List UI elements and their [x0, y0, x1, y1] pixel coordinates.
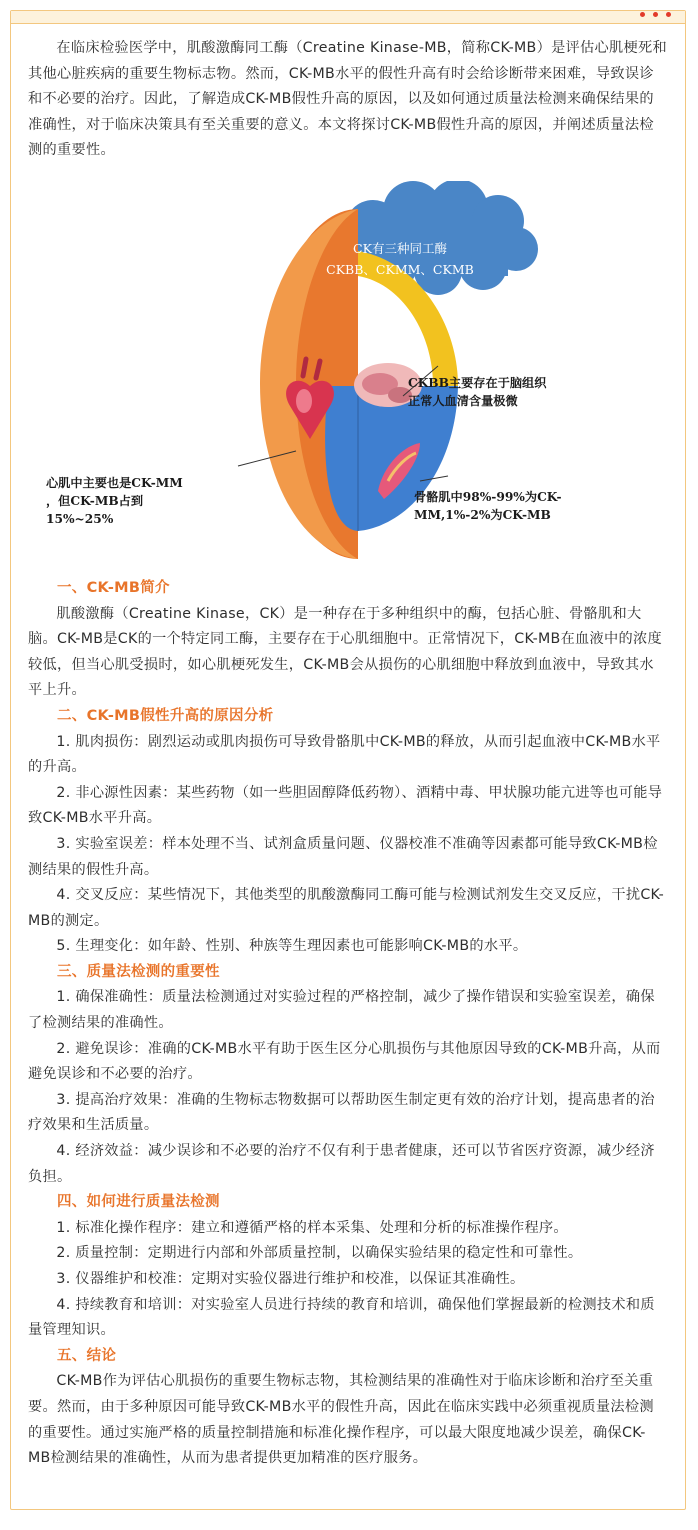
heart-label-line: 15%~25% [46, 512, 114, 526]
section-paragraph: 肌酸激酶（Creatine Kinase，CK）是一种存在于多种组织中的酶，包括心脏、骨骼肌和大脑。CK-MB是CK的一个特定同工酶，主要存在于心肌细胞中。正常情况下，CK-MB在血液中的浓度较低，但当心肌受损时，如心肌梗死发生，CK-MB会从损伤的心肌细胞中释放到血液中，导致其水平上升。 [28, 605, 662, 699]
article-top-bar [11, 11, 685, 24]
list-item: 1. 标准化操作程序：建立和遵循严格的样本采集、处理和分析的标准操作程序。 [56, 1219, 568, 1236]
list-item: 2. 非心源性因素：某些药物（如一些胆固醇降低药物）、酒精中毒、甲状腺功能亢进等也可能导致CK-MB水平升高。 [28, 784, 663, 827]
list-item: 1. 确保准确性：质量法检测通过对实验过程的严格控制，减少了操作错误和实验室误差，确保了检测结果的准确性。 [28, 989, 655, 1032]
muscle-label-line: MM,1%-2%为CK-MB [414, 508, 551, 522]
dot-icon [640, 12, 645, 17]
heart-label-line: ，但CK-MB占到 [46, 494, 144, 508]
list-item: 2. 避免误诊：准确的CK-MB水平有助于医生区分心肌损伤与其他原因导致的CK-MB升高，从而避免误诊和不必要的治疗。 [28, 1040, 661, 1083]
section-paragraph: CK-MB作为评估心肌损伤的重要生物标志物，其检测结果的准确性对于临床诊断和治疗至关重要。然而，由于多种原因可能导致CK-MB水平的假性升高，因此在临床实践中必须重视质量法检测的重要性。通过实施严格的质量控制措施和标准化操作程序，可以最大限度地减少误差，确保CK-MB检测结果的准确性，从而为患者提供更加精准的医疗服务。 [28, 1373, 654, 1467]
ckbb-label-line: 正常人血清含量极微 [408, 394, 518, 408]
ckbb-label-line: CKBB主要存在于脑组织 [408, 376, 547, 390]
list-item: 3. 仪器维护和校准：定期对实验仪器进行维护和校准，以保证其准确性。 [56, 1271, 525, 1287]
list-item: 4. 交叉反应：某些情况下，其他类型的肌酸激酶同工酶可能与检测试剂发生交叉反应，干扰CK-MB的测定。 [28, 887, 665, 929]
list-item: 5. 生理变化：如年龄、性别、种族等生理因素也可能影响CK-MB的水平。 [56, 938, 528, 955]
heart-label [46, 474, 183, 528]
muscle-label-line: 骨骼肌中98%-99%为CK- [414, 490, 562, 504]
intro-paragraph: 在临床检验医学中，肌酸激酶同工酶（Creatine Kinase-MB，简称CK-MB）是评估心肌梗死和其他心脏疾病的重要生物标志物。然而，CK-MB水平的假性升高有时会给诊断带来困难，导致误诊和不必要的治疗。因此，了解造成CK-MB假性升高的原因，以及如何通过质量法检测来确保结果的准确性，对于临床决策具有至关重要的意义。本文将探讨CK-MB假性升高的原因，并阐述质量法检测的重要性。 [28, 40, 667, 159]
list-item: 1. 肌肉损伤：剧烈运动或肌肉损伤可导致骨骼肌中CK-MB的释放，从而引起血液中CK-MB水平的升高。 [28, 733, 661, 776]
section-title-method: 四、如何进行质量法检测 [57, 1194, 220, 1211]
cloud-caption [320, 238, 480, 280]
heart-label-line: 心肌中主要也是CK-MM [46, 476, 183, 490]
ckbb-label [408, 374, 546, 410]
dot-icon [666, 12, 671, 17]
list-item: 3. 实验室误差：样本处理不当、试剂盒质量问题、仪器校准不准确等因素都可能导致CK-MB检测结果的假性升高。 [28, 835, 658, 878]
list-item: 3. 提高治疗效果：准确的生物标志物数据可以帮助医生制定更有效的治疗计划，提高患者的治疗效果和生活质量。 [28, 1091, 655, 1134]
cloud-caption-line: CKBB、CKMM、CKMB [326, 262, 474, 277]
muscle-label [414, 488, 562, 524]
section-title-importance: 三、质量法检测的重要性 [57, 963, 220, 980]
dot-icon [653, 12, 658, 17]
section-title-conclusion: 五、结论 [57, 1347, 117, 1364]
list-item: 2. 质量控制：定期进行内部和外部质量控制，以确保实验结果的稳定性和可靠性。 [56, 1245, 583, 1262]
section-title-causes: 二、CK-MB假性升高的原因分析 [57, 707, 274, 724]
section-title-intro: 一、CK-MB简介 [57, 579, 170, 596]
cloud-caption-line: CK有三种同工酶 [353, 241, 447, 256]
list-item: 4. 持续教育和培训：对实验室人员进行持续的教育和培训，确保他们掌握最新的检测技术和质量管理知识。 [28, 1296, 655, 1339]
list-item: 4. 经济效益：减少误诊和不必要的治疗不仅有利于患者健康，还可以节省医疗资源，减少经济负担。 [28, 1143, 655, 1185]
more-options-icon[interactable] [640, 12, 671, 17]
